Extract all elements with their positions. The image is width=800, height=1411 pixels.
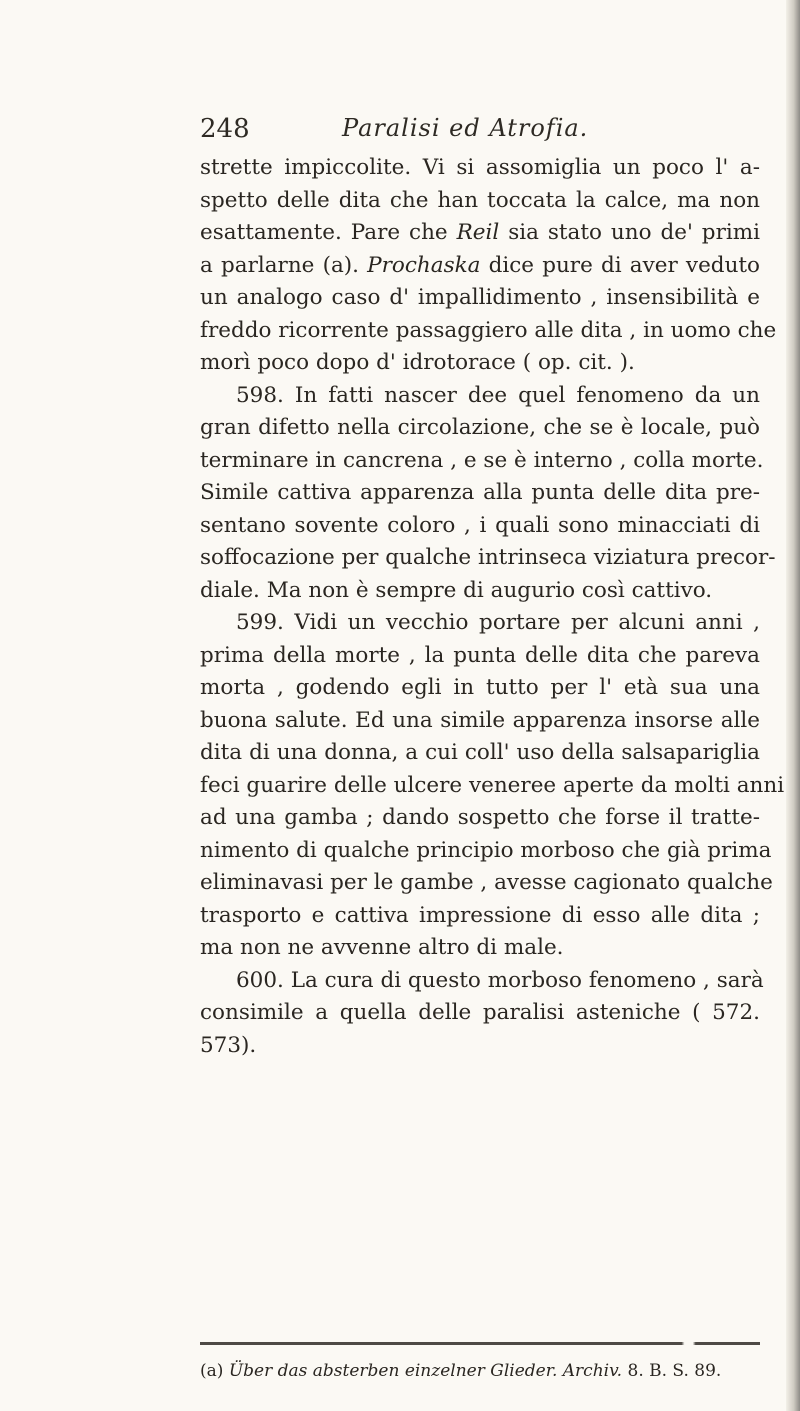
text-line: sentano sovente coloro , i quali sono minacciati di [200, 512, 760, 538]
text-line: consimile a quella delle paralisi asteniche ( 572. [200, 1000, 760, 1025]
running-title: Paralisi ed Atrofia. [342, 114, 589, 142]
text-line: un analogo caso d' impallidimento , insensibilità e [200, 285, 760, 310]
text-line: ma non ne avvenne altro di male. [200, 935, 564, 960]
text-line: 573). [200, 1032, 257, 1058]
text-run: a parlarne (a). [200, 252, 368, 278]
text-line: terminare in cancrena , e se è interno , colla morte. [200, 447, 764, 473]
text-line: buona salute. Ed una simile apparenza insorse alle [200, 707, 760, 733]
text-line: prima della morte , la punta delle dita che pareva [200, 642, 760, 668]
page-edge-shadow [786, 0, 800, 1411]
text-line: diale. Ma non è sempre di augurio così cattivo. [200, 577, 713, 603]
text-run: dice pure di aver veduto [480, 252, 760, 278]
text-line: spetto delle dita che han toccata la calce, ma non [200, 187, 760, 213]
footnote-citation-ref: 8. B. S. 89. [622, 1361, 722, 1381]
paragraph-599-start: 599. Vidi un vecchio portare per alcuni anni , [236, 610, 760, 635]
text-line: dita di una donna, a cui coll' uso della salsapariglia [200, 740, 760, 765]
text-line: Simile cattiva apparenza alla punta delle dita pre- [200, 480, 760, 505]
paragraph-598-start: 598. In fatti nascer dee quel fenomeno da un [236, 382, 760, 408]
text-line: morì poco dopo d' idrotorace ( op. cit. ). [200, 350, 635, 375]
text-run: esattamente. Pare che [200, 220, 457, 245]
footnote-marker: (a) [200, 1361, 229, 1381]
author-name-reil: Reil [456, 220, 500, 245]
text-line: nimento di qualche principio morboso che già prima [200, 837, 772, 863]
text-line: morta , godendo egli in tutto per l' età sua una [200, 675, 760, 700]
footnote [200, 1361, 770, 1381]
text-line: trasporto e cattiva impressione di esso alle dita ; [200, 902, 760, 928]
text-line [200, 250, 760, 283]
text-line [200, 217, 760, 250]
text-line: strette impiccolite. Vi si assomiglia un poco l' a- [200, 155, 760, 180]
author-name-prochaska: Prochaska [367, 252, 481, 278]
text-line: soffocazione per qualche intrinseca viziatura precor- [200, 545, 776, 570]
text-line: feci guarire delle ulcere veneree aperte da molti anni [200, 772, 785, 798]
text-line: freddo ricorrente passaggiero alle dita , in uomo che [200, 317, 777, 343]
text-line: gran difetto nella circolazione, che se è locale, può [200, 415, 760, 440]
footnote-separator-rule [200, 1342, 760, 1345]
text-line: ad una gamba ; dando sospetto che forse il tratte- [200, 805, 760, 830]
body-text [200, 152, 785, 1062]
text-line: eliminavasi per le gambe , avesse cagionato qualche [200, 870, 773, 895]
text-run: sia stato uno de' primi [499, 220, 760, 245]
page-number: 248 [200, 114, 250, 144]
paragraph-600-start: 600. La cura di questo morboso fenomeno , sarà [236, 967, 764, 993]
footnote-citation-title: Über das absterben einzelner Glieder. Archiv. [228, 1361, 623, 1381]
